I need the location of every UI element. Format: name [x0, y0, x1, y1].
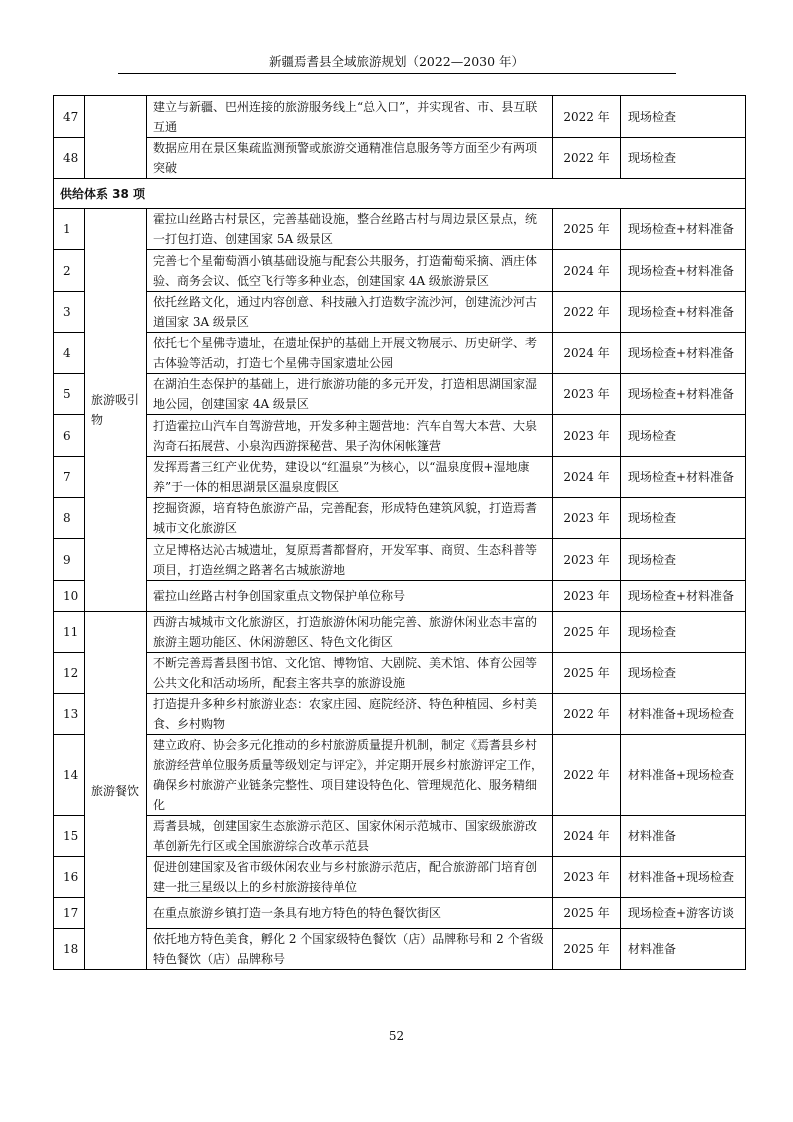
row-number: 1: [54, 209, 85, 250]
task-description: 完善七个星葡萄酒小镇基础设施与配套公共服务，打造葡萄采摘、酒庄体验、商务会议、低空飞行等多种业态，创建国家 4A 级旅游景区: [147, 250, 553, 292]
task-description: 依托七个星佛寺遗址，在遗址保护的基础上开展文物展示、历史研学、考古体验等活动，打造七个星佛寺国家遗址公园: [147, 333, 553, 374]
target-year: 2023 年: [553, 374, 621, 415]
row-number: 10: [54, 581, 85, 612]
header-rule: [118, 73, 676, 74]
task-description: 促进创建国家及省市级休闲农业与乡村旅游示范店，配合旅游部门培育创建一批三星级以上的乡村旅游接待单位: [147, 857, 553, 898]
target-year: 2022 年: [553, 138, 621, 179]
category-cell: [85, 96, 147, 179]
table-row: [54, 138, 746, 179]
task-description: 霍拉山丝路古村争创国家重点文物保护单位称号: [147, 581, 553, 612]
row-number: 48: [54, 138, 85, 179]
table-row: [54, 333, 746, 374]
table-row: [54, 498, 746, 539]
target-year: 2023 年: [553, 415, 621, 457]
verification-method: 现场检查: [621, 539, 746, 581]
task-description: 霍拉山丝路古村景区，完善基础设施，整合丝路古村与周边景区景点，统一打包打造、创建国家 5A 级景区: [147, 209, 553, 250]
task-description: 焉耆县城，创建国家生态旅游示范区、国家休闲示范城市、国家级旅游改革创新先行区或全国旅游综合改革示范县: [147, 816, 553, 857]
target-year: 2025 年: [553, 209, 621, 250]
task-description: 数据应用在景区集疏监测预警或旅游交通精准信息服务等方面至少有两项突破: [147, 138, 553, 179]
table-row: [54, 816, 746, 857]
target-year: 2025 年: [553, 612, 621, 653]
row-number: 11: [54, 612, 85, 653]
row-number: 5: [54, 374, 85, 415]
table-row: [54, 857, 746, 898]
target-year: 2025 年: [553, 653, 621, 694]
row-number: 4: [54, 333, 85, 374]
verification-method: 现场检查+材料准备: [621, 457, 746, 498]
category-cell: 旅游餐饮: [85, 612, 147, 970]
row-number: 12: [54, 653, 85, 694]
running-header: 新疆焉耆县全域旅游规划（2022—2030 年）: [268, 54, 525, 69]
verification-method: 现场检查+材料准备: [621, 292, 746, 333]
target-year: 2024 年: [553, 333, 621, 374]
section-title: 供给体系 38 项: [54, 179, 746, 209]
row-number: 3: [54, 292, 85, 333]
task-description: 发挥焉耆三红产业优势，建设以“红温泉”为核心，以“温泉度假+湿地康养”于一体的相思湖景区温泉度假区: [147, 457, 553, 498]
row-number: 15: [54, 816, 85, 857]
verification-method: 现场检查: [621, 653, 746, 694]
task-description: 在湖泊生态保护的基础上，进行旅游功能的多元开发，打造相思湖国家湿地公园，创建国家 4A 级景区: [147, 374, 553, 415]
target-year: 2024 年: [553, 457, 621, 498]
table-row: [54, 292, 746, 333]
table-row: [54, 898, 746, 929]
verification-method: 现场检查+游客访谈: [621, 898, 746, 929]
table-row: [54, 457, 746, 498]
table-row: [54, 209, 746, 250]
row-number: 14: [54, 735, 85, 816]
task-description: 不断完善焉耆县图书馆、文化馆、博物馆、大剧院、美术馆、体育公园等公共文化和活动场所，配套主客共享的旅游设施: [147, 653, 553, 694]
verification-method: 材料准备+现场检查: [621, 694, 746, 735]
verification-method: 现场检查: [621, 612, 746, 653]
verification-method: 现场检查: [621, 138, 746, 179]
table-row: [54, 694, 746, 735]
task-description: 依托丝路文化，通过内容创意、科技融入打造数字流沙河，创建流沙河古道国家 3A 级景区: [147, 292, 553, 333]
row-number: 13: [54, 694, 85, 735]
target-year: 2023 年: [553, 498, 621, 539]
table-row: [54, 735, 746, 816]
verification-method: 现场检查+材料准备: [621, 374, 746, 415]
verification-method: 现场检查+材料准备: [621, 333, 746, 374]
verification-method: 现场检查: [621, 498, 746, 539]
section-row: [54, 179, 746, 209]
row-number: 6: [54, 415, 85, 457]
task-description: 依托地方特色美食，孵化 2 个国家级特色餐饮（店）品牌称号和 2 个省级特色餐饮（店）品牌称号: [147, 929, 553, 970]
task-description: 打造霍拉山汽车自驾游营地，开发多种主题营地：汽车自驾大本营、大泉沟奇石拓展营、小泉沟西游探秘营、果子沟休闲帐篷营: [147, 415, 553, 457]
target-year: 2025 年: [553, 898, 621, 929]
target-year: 2023 年: [553, 539, 621, 581]
row-number: 2: [54, 250, 85, 292]
table-row: [54, 374, 746, 415]
target-year: 2023 年: [553, 857, 621, 898]
task-description: 打造提升多种乡村旅游业态：农家庄园、庭院经济、特色种植园、乡村美食、乡村购物: [147, 694, 553, 735]
verification-method: 现场检查: [621, 415, 746, 457]
table-row: [54, 96, 746, 138]
row-number: 7: [54, 457, 85, 498]
table-row: [54, 539, 746, 581]
target-year: 2022 年: [553, 96, 621, 138]
target-year: 2022 年: [553, 694, 621, 735]
verification-method: 现场检查: [621, 96, 746, 138]
verification-method: 现场检查+材料准备: [621, 250, 746, 292]
task-description: 建立政府、协会多元化推动的乡村旅游质量提升机制，制定《焉耆县乡村旅游经营单位服务质量等级划定与评定》，并定期开展乡村旅游评定工作，确保乡村旅游产业链条完整性、项目建设特色化、管理规范化、服务精细化: [147, 735, 553, 816]
verification-method: 现场检查+材料准备: [621, 581, 746, 612]
target-year: 2023 年: [553, 581, 621, 612]
verification-method: 现场检查+材料准备: [621, 209, 746, 250]
category-cell: 旅游吸引物: [85, 209, 147, 612]
table-row: [54, 250, 746, 292]
plan-table: [53, 95, 746, 970]
task-description: 挖掘资源，培育特色旅游产品，完善配套，形成特色建筑风貌，打造焉耆城市文化旅游区: [147, 498, 553, 539]
task-description: 西游古城城市文化旅游区，打造旅游休闲功能完善、旅游休闲业态丰富的旅游主题功能区、休闲游憩区、特色文化街区: [147, 612, 553, 653]
row-number: 18: [54, 929, 85, 970]
page-number: 52: [388, 1029, 405, 1043]
row-number: 8: [54, 498, 85, 539]
table-row: [54, 581, 746, 612]
row-number: 16: [54, 857, 85, 898]
target-year: 2022 年: [553, 292, 621, 333]
verification-method: 材料准备: [621, 929, 746, 970]
row-number: 9: [54, 539, 85, 581]
table-row: [54, 415, 746, 457]
target-year: 2025 年: [553, 929, 621, 970]
row-number: 47: [54, 96, 85, 138]
verification-method: 材料准备: [621, 816, 746, 857]
target-year: 2022 年: [553, 735, 621, 816]
task-description: 在重点旅游乡镇打造一条具有地方特色的特色餐饮街区: [147, 898, 553, 929]
target-year: 2024 年: [553, 250, 621, 292]
verification-method: 材料准备+现场检查: [621, 857, 746, 898]
verification-method: 材料准备+现场检查: [621, 735, 746, 816]
table-row: [54, 929, 746, 970]
table-row: [54, 653, 746, 694]
task-description: 建立与新疆、巴州连接的旅游服务线上“总入口”，并实现省、市、县互联互通: [147, 96, 553, 138]
table-row: [54, 612, 746, 653]
task-description: 立足博格达沁古城遗址，复原焉耆都督府，开发军事、商贸、生态科普等项目，打造丝绸之路著名古城旅游地: [147, 539, 553, 581]
target-year: 2024 年: [553, 816, 621, 857]
row-number: 17: [54, 898, 85, 929]
